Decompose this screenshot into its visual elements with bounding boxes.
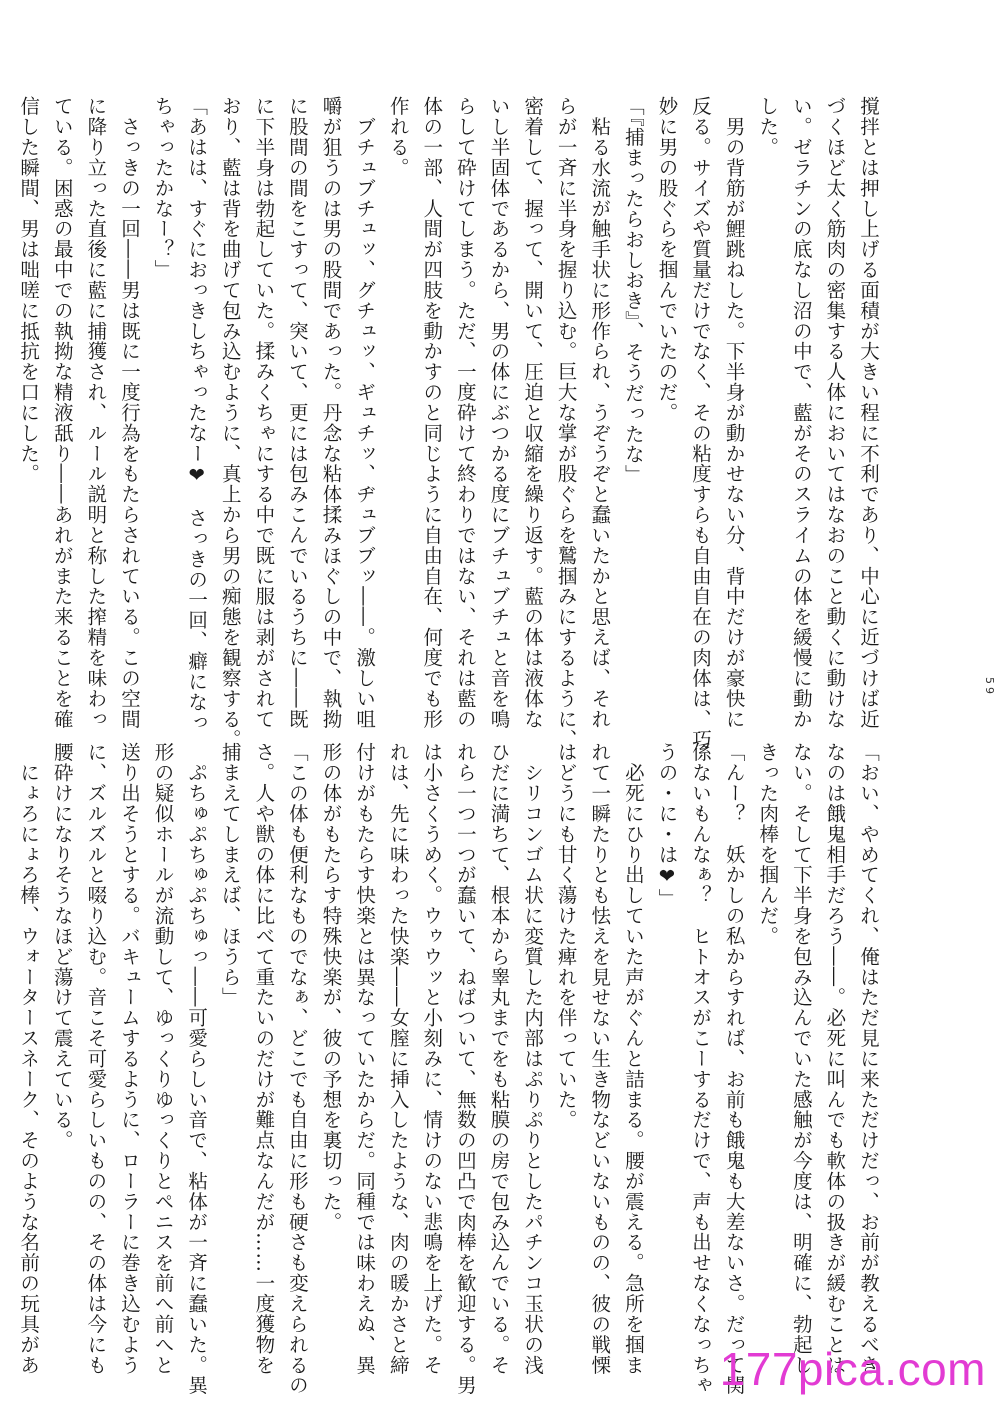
upper-text-line: 作れる。 <box>386 96 410 178</box>
upper-text-line: 「あはは、すぐにおっきしちゃったなー❤ さっきの一回、癖になっ <box>185 96 209 733</box>
upper-text-line: らして砕けてしまう。ただ、一度砕けて終わりではない、それは藍の <box>453 96 477 730</box>
upper-text-line: 妙に男の股ぐらを掴んでいたのだ。 <box>655 96 679 423</box>
lower-text-line: ぷちゅぷちゅぷちゅっ――可愛らしい音で、粘体が一斉に蠢いた。異 <box>185 742 209 1396</box>
upper-text-line: ている。困惑の最中での執拗な精液舐り――あれがまた来ることを確 <box>50 96 74 730</box>
upper-text-line: 反る。サイズや質量だけでなく、その粘度すらも自由自在の肉体は、巧 <box>689 96 713 750</box>
upper-text-line: ブチュブチュッ、グチュッ、ギュチッ、ヂュブブッ――。激しい咀 <box>353 96 377 730</box>
lower-text-line: きった肉棒を掴んだ。 <box>756 742 780 947</box>
upper-text-line: いし半固体であるから、男の体にぶつかる度にブチュブチュと音を鳴 <box>487 96 511 730</box>
upper-text-line: に下半身は勃起していた。揉みくちゃにする中で既に服は剥がされて <box>252 96 276 730</box>
lower-text-line: なのは餓鬼相手だろう――。必死に叫んでも軟体の扱きが緩むことは <box>823 742 847 1376</box>
lower-text-line: 「おい、やめてくれ、俺はただ見に来ただけだっ、お前が教えるべき <box>857 742 880 1376</box>
upper-text-line: い。ゼラチンの底なし沼の中で、藍がそのスライムの体を緩慢に動か <box>789 96 813 730</box>
upper-text-line: 粘る水流が触手状に形作られ、うぞうぞと蠢いたかと思えば、それ <box>588 96 612 730</box>
lower-text-line: れは、先に味わった快楽――女膣に挿入したような、肉の暖かさと締 <box>386 742 410 1376</box>
upper-text-line: 嚼が狙うのは男の股間であった。丹念な粘体揉みほぐしの中で、執拗 <box>319 96 343 730</box>
lower-text-line: はどうにも甘く蕩けた痺れを伴っていた。 <box>554 742 578 1130</box>
page-number: 59 <box>983 677 996 697</box>
lower-text-line: ひだに満ちて、根本から睾丸までをも粘膜の房で包み込んでいる。そ <box>487 742 511 1376</box>
lower-text-line: シリコンゴム状に変質した内部はぷりぷりとしたパチンコ玉状の浅 <box>521 742 545 1376</box>
lower-text-line: れら一つ一つが蠢いて、ねばついて、無数の凹凸で肉棒を歓迎する。男 <box>453 742 477 1396</box>
watermark-logo: 177pica.com <box>719 1343 986 1395</box>
upper-text-line: に股間の間をこすって、突いて、更には包みこんでいるうちに――既 <box>285 96 309 730</box>
lower-text-line: 送り出そうとする。バキュームするように、ローラーに巻き込むよう <box>117 742 141 1376</box>
upper-text-line: ちゃったかなー？」 <box>151 96 175 280</box>
lower-text-line: 腰砕けになりそうなほど蕩けて震えている。 <box>50 742 74 1151</box>
lower-text-line: は小さくうめく。ウゥウッと小刻みに、情けのない悲鳴を上げた。そ <box>420 742 444 1376</box>
lower-text-line: 「んー？ 妖かしの私からすれば、お前も餓鬼も大差ないさ。だって関 <box>722 742 746 1396</box>
lower-text-line: にょろにょろ棒、ウォータースネーク、そのような名前の玩具があ <box>17 742 41 1376</box>
lower-text-line: 捕まえてしまえば、ほうら」 <box>218 742 242 1008</box>
upper-text-line: おり、藍は背を曲げて包み込むように、真上から男の痴態を観察する。 <box>218 96 242 750</box>
upper-text-line: 信した瞬間、男は咄嗟に抵抗を口にした。 <box>17 96 41 484</box>
lower-text-line: うの・に・は❤」 <box>655 742 679 909</box>
lower-text-line: 形の疑似ホールが流動して、ゆっくりゆっくりとペニスを前へ前へと <box>151 742 175 1376</box>
upper-text-line: した。 <box>756 96 780 158</box>
lower-text-line: さ。人や獣の体に比べて重たいのだけが難点なんだが……一度獲物を <box>252 742 276 1376</box>
lower-text-line: 「この体も便利なものでなぁ、どこでも自由に形も硬さも変えられるの <box>285 742 309 1396</box>
lower-text-line: 形の体がもたらす特殊快楽が、彼の予想を裏切った。 <box>319 742 343 1233</box>
lower-text-line: 付けがもたらす快楽とは異なっていたからだ。同種では味わえぬ、異 <box>353 742 377 1376</box>
upper-text-line: 「『捕まったらおしおき』、そうだったな」 <box>621 96 645 485</box>
lower-text-line: 必死にひり出していた声がぐんと詰まる。腰が震える。急所を掴ま <box>621 742 645 1376</box>
upper-text-line: 撹拌とは押し上げる面積が大きい程に不利であり、中心に近づけば近 <box>857 96 880 730</box>
lower-text-line: ない。そして下半身を包み込んでいた感触が今度は、明確に、勃起し <box>789 742 813 1376</box>
upper-text-line: 男の背筋が鯉跳ねした。下半身が動かせない分、背中だけが豪快に <box>722 96 746 730</box>
upper-text-line: に降り立った直後に藍に捕獲され、ルール説明と称した搾精を味わっ <box>84 96 108 730</box>
upper-text-line: さっきの一回――男は既に一度行為をもたらされている。この空間 <box>117 96 141 730</box>
text-block-upper <box>12 96 885 750</box>
upper-text-line: らが一斉に半身を握り込む。巨大な掌が股ぐらを鷲掴みにするように、 <box>554 96 578 750</box>
lower-text-line: れて一瞬たりとも怯えを見せない生き物などいないものの、彼の戦慄 <box>588 742 612 1376</box>
lower-text-line: に、ズルズルと啜り込む。音こそ可愛らしいものの、その体は今にも <box>84 742 108 1376</box>
upper-text-line: 密着して、握って、開いて、圧迫と収縮を繰り返す。藍の体は液体な <box>521 96 545 730</box>
upper-text-line: 体の一部、人間が四肢を動かすのと同じように自由自在、何度でも形 <box>420 96 444 730</box>
lower-text-line: 係ないもんなぁ？ ヒトオスがこーするだけで、声も出せなくなっちゃ <box>689 742 713 1396</box>
upper-text-line: づくほど太く筋肉の密集する人体においてはなおのこと動くに動けな <box>823 96 847 730</box>
